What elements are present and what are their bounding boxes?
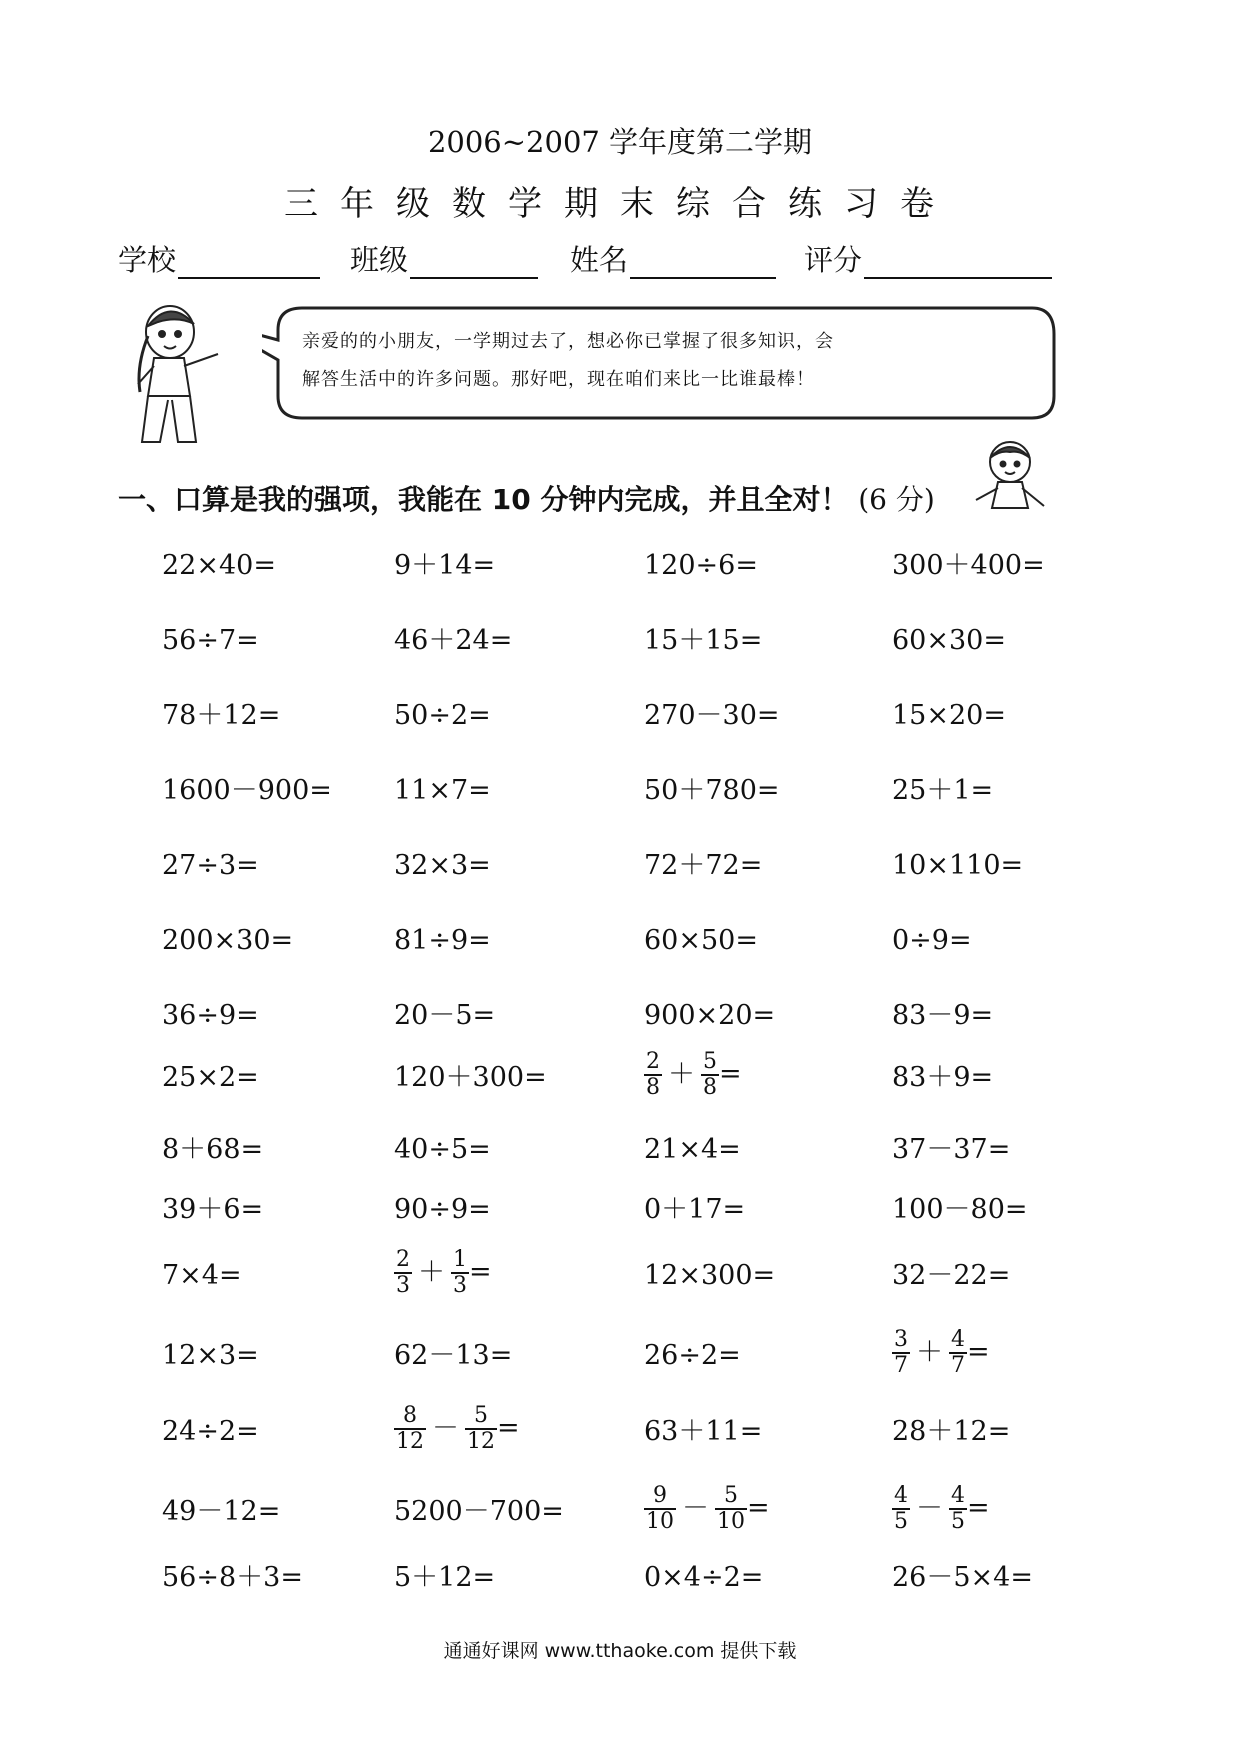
problem-item: 1600－900= (162, 775, 332, 806)
fraction-denominator: 7 (951, 1353, 965, 1378)
child-cartoon-icon (970, 438, 1050, 520)
problem-item: 10×110= (892, 850, 1024, 881)
problem-item: 83－9= (892, 1000, 994, 1031)
problem-item: 39＋6= (162, 1194, 264, 1225)
problem-item: 300＋400= (892, 550, 1045, 581)
problem-item: 36÷9= (162, 1000, 259, 1031)
problem-item: 7×4= (162, 1260, 242, 1291)
problem-item: 12×3= (162, 1340, 259, 1371)
fraction-numerator: 5 (465, 1404, 497, 1430)
problem-item: 15×20= (892, 700, 1006, 731)
student-info-row (118, 238, 1078, 282)
problem-item: 32×3= (394, 850, 491, 881)
equals-sign: = (967, 1336, 990, 1368)
year-line: 2006~2007 学年度第二学期 (427, 125, 813, 159)
problem-item: 63＋11= (644, 1416, 763, 1447)
problem-item: 40÷5= (394, 1134, 491, 1165)
fraction-denominator: 8 (703, 1075, 717, 1100)
fraction-denominator: 12 (467, 1429, 495, 1454)
operator: － (916, 1492, 943, 1524)
problem-item: 50÷2= (394, 700, 491, 731)
name-field[interactable] (570, 238, 776, 279)
fraction (701, 1050, 719, 1100)
problem-item: 25×2= (162, 1062, 259, 1093)
class-field[interactable] (350, 238, 538, 279)
fraction-denominator: 10 (717, 1509, 745, 1534)
problem-item: 5＋12= (394, 1562, 496, 1593)
footer-credit: 通通好课网 www.tthaoke.com 提供下载 (443, 1640, 797, 1662)
problem-item: 0÷9= (892, 925, 972, 956)
fraction-denominator: 7 (894, 1353, 908, 1378)
fraction (715, 1484, 747, 1534)
operator: － (682, 1492, 709, 1524)
problem-item: 11×7= (394, 775, 491, 806)
girl-cartoon-icon (118, 296, 228, 448)
problem-item: 25＋1= (892, 775, 994, 806)
equals-sign: = (967, 1492, 990, 1524)
problem-item (892, 1484, 990, 1534)
problem-item: 8＋68= (162, 1134, 264, 1165)
problem-item: 60×50= (644, 925, 758, 956)
problem-item: 28＋12= (892, 1416, 1011, 1447)
school-field[interactable] (118, 238, 320, 279)
score-field[interactable] (804, 238, 1052, 279)
problem-item: 120÷6= (644, 550, 758, 581)
section-1-points: (6 分) (858, 483, 935, 516)
fraction-numerator: 2 (646, 1049, 660, 1074)
fraction (465, 1404, 497, 1454)
problem-item: 90÷9= (394, 1194, 491, 1225)
name-label: 姓名 (570, 243, 629, 277)
problem-item: 78＋12= (162, 700, 281, 731)
problem-item: 9＋14= (394, 550, 496, 581)
problem-item: 72＋72= (644, 850, 763, 881)
equals-sign: = (469, 1256, 492, 1288)
fraction-numerator: 4 (951, 1327, 965, 1352)
problem-item: 83＋9= (892, 1062, 994, 1093)
problem-item: 270－30= (644, 700, 780, 731)
problem-item: 21×4= (644, 1134, 741, 1165)
problem-item (892, 1328, 990, 1378)
problem-item: 56÷7= (162, 625, 259, 656)
problem-item: 37－37= (892, 1134, 1011, 1165)
operator: ＋ (668, 1058, 695, 1090)
problem-item (394, 1404, 520, 1454)
problem-item: 5200－700= (394, 1496, 564, 1527)
problem-item: 120＋300= (394, 1062, 547, 1093)
fraction (644, 1050, 662, 1100)
problem-item: 900×20= (644, 1000, 776, 1031)
problem-item: 62－13= (394, 1340, 513, 1371)
problem-item: 26÷2= (644, 1340, 741, 1371)
fraction-denominator: 8 (646, 1075, 660, 1100)
problem-item: 15＋15= (644, 625, 763, 656)
fraction-numerator: 5 (703, 1049, 717, 1074)
equals-sign: = (719, 1058, 742, 1090)
problem-item: 20－5= (394, 1000, 496, 1031)
problem-item: 24÷2= (162, 1416, 259, 1447)
fraction-numerator: 5 (715, 1484, 747, 1510)
section-1-heading-text: 一、口算是我的强项，我能在 10 分钟内完成，并且全对！ (118, 483, 849, 516)
fraction-numerator: 9 (644, 1484, 676, 1510)
problem-item: 32－22= (892, 1260, 1011, 1291)
fraction-numerator: 3 (894, 1327, 908, 1352)
fraction (394, 1404, 426, 1454)
fraction-denominator: 10 (646, 1509, 674, 1534)
problem-item: 49－12= (162, 1496, 281, 1527)
name-blank[interactable] (630, 247, 776, 279)
equals-sign: = (747, 1492, 770, 1524)
fraction (394, 1248, 412, 1298)
fraction-denominator: 12 (396, 1429, 424, 1454)
operator: － (432, 1412, 459, 1444)
fraction-numerator: 4 (894, 1483, 908, 1508)
page-title: 三年级数学期末综合练习卷 (284, 184, 956, 224)
fraction-numerator: 1 (453, 1247, 467, 1272)
school-blank[interactable] (178, 247, 320, 279)
fraction (892, 1484, 910, 1534)
problem-item: 81÷9= (394, 925, 491, 956)
fraction-numerator: 4 (951, 1483, 965, 1508)
problem-item: 26－5×4= (892, 1562, 1033, 1593)
operator: ＋ (916, 1336, 943, 1368)
school-label: 学校 (118, 243, 177, 277)
fraction-numerator: 2 (396, 1247, 410, 1272)
problem-item: 0×4÷2= (644, 1562, 764, 1593)
problem-item: 0＋17= (644, 1194, 746, 1225)
fraction (451, 1248, 469, 1298)
fraction-denominator: 3 (453, 1273, 467, 1298)
fraction-denominator: 5 (951, 1509, 965, 1534)
problem-item (394, 1248, 492, 1298)
problem-item: 12×300= (644, 1260, 776, 1291)
fraction-denominator: 5 (894, 1509, 908, 1534)
speech-line-2: 解答生活中的许多问题。那好吧，现在咱们来比一比谁最棒！ (302, 369, 815, 390)
problem-item: 200×30= (162, 925, 294, 956)
problem-item: 56÷8＋3= (162, 1562, 303, 1593)
score-blank[interactable] (864, 247, 1052, 279)
fraction (949, 1328, 967, 1378)
problem-item: 60×30= (892, 625, 1006, 656)
problem-item (644, 1050, 742, 1100)
problem-item (644, 1484, 770, 1534)
fraction (949, 1484, 967, 1534)
fraction-denominator: 3 (396, 1273, 410, 1298)
fraction (644, 1484, 676, 1534)
score-label: 评分 (804, 243, 863, 277)
speech-bubble-text (302, 323, 1032, 399)
fraction-numerator: 8 (394, 1404, 426, 1430)
problem-item: 100－80= (892, 1194, 1028, 1225)
problem-item: 46＋24= (394, 625, 513, 656)
class-label: 班级 (350, 243, 409, 277)
problem-item: 27÷3= (162, 850, 259, 881)
speech-line-1: 亲爱的的小朋友，一学期过去了，想必你已掌握了很多知识，会 (302, 331, 834, 352)
equals-sign: = (497, 1412, 520, 1444)
section-1-heading (118, 478, 935, 518)
class-blank[interactable] (410, 247, 538, 279)
problem-item: 22×40= (162, 550, 276, 581)
fraction (892, 1328, 910, 1378)
problem-item: 50＋780= (644, 775, 780, 806)
operator: ＋ (418, 1256, 445, 1288)
